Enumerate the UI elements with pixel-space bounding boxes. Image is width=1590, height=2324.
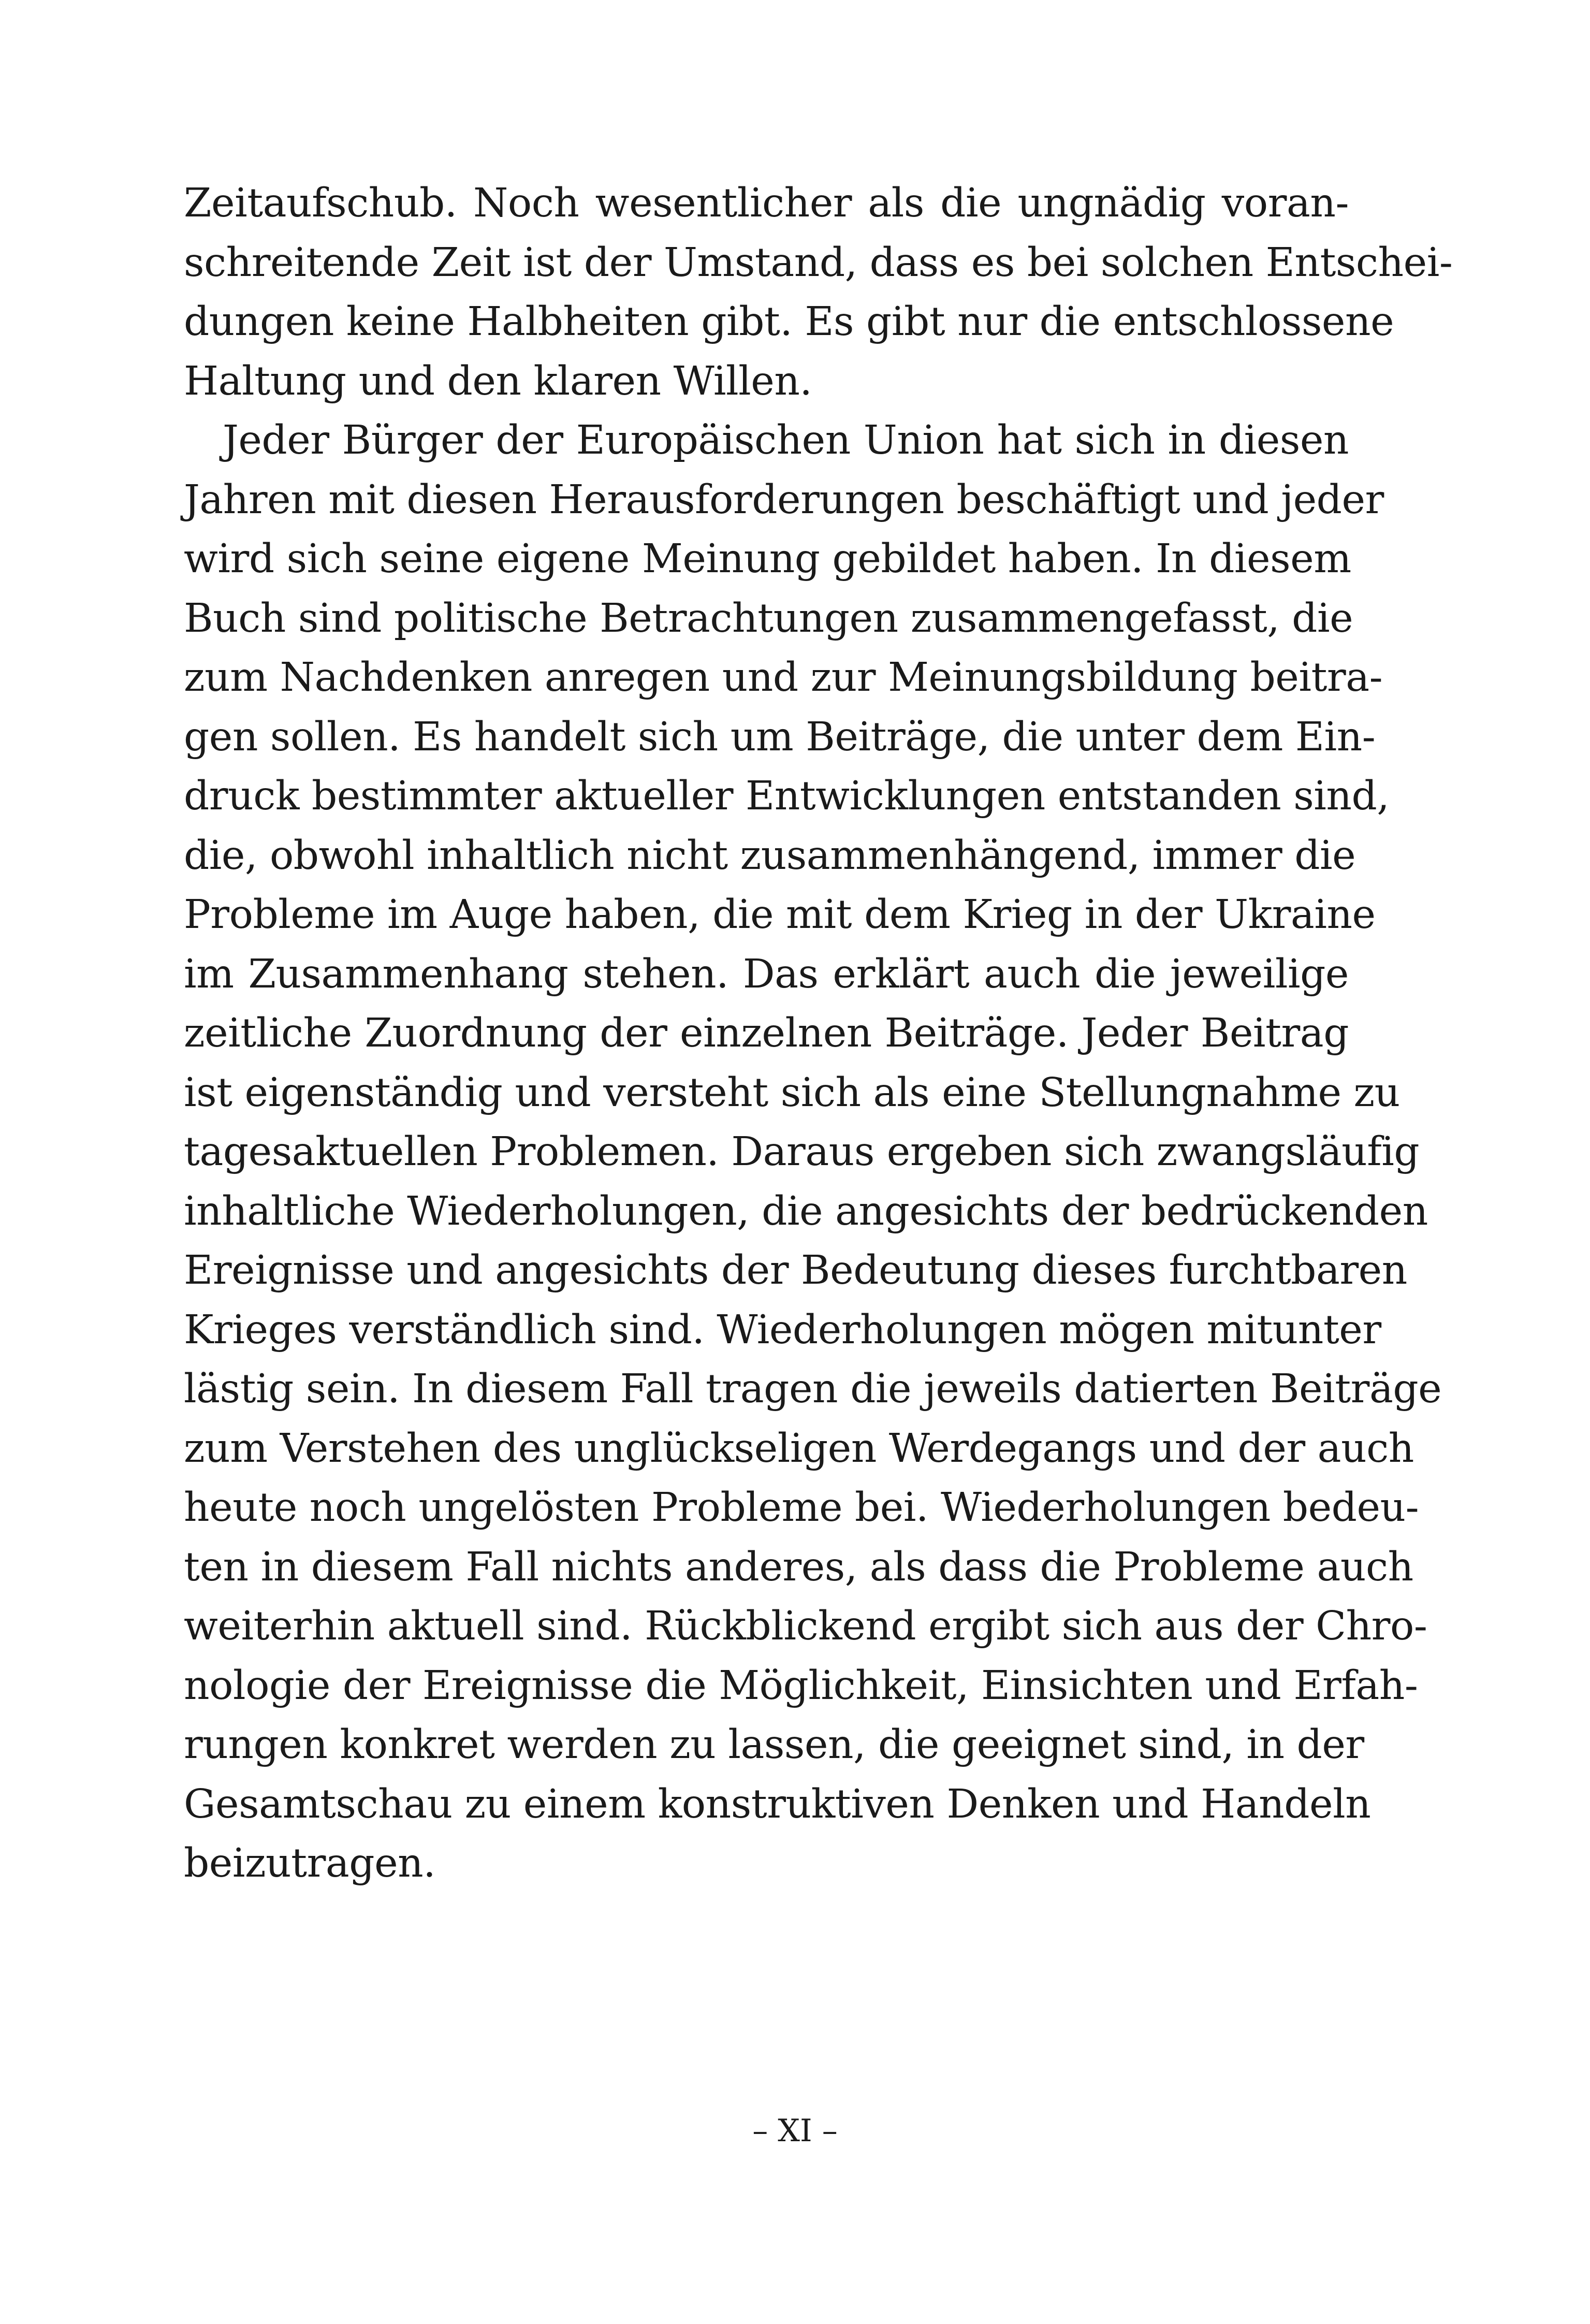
text-line: schreitende Zeit ist der Umstand, dass es bei solchen Entschei- [184, 239, 1453, 286]
text-line: nologie der Ereignisse die Möglichkeit, Einsichten und Erfah- [184, 1662, 1418, 1709]
text-line: tagesaktuellen Problemen. Daraus ergeben sich zwangsläufig [184, 1129, 1420, 1175]
text-line: Buch sind politische Betrachtungen zusammengefasst, die [184, 595, 1353, 642]
text-line: heute noch ungelösten Probleme bei. Wiederholungen bedeu- [184, 1485, 1419, 1531]
page-number: – XI – [752, 2113, 838, 2149]
text-line: Krieges verständlich sind. Wiederholungen mögen mitunter [184, 1306, 1381, 1353]
text-line: wird sich seine eigene Meinung gebildet haben. In diesem [184, 536, 1351, 582]
text-line: Jeder Bürger der Europäischen Union hat sich in diesen [223, 417, 1349, 463]
text-line: lästig sein. In diesem Fall tragen die jeweils datierten Beiträge [184, 1366, 1442, 1412]
text-line: Zeitaufschub. Noch wesentlicher als die ungnädig voran- [184, 180, 1349, 226]
text-line: dungen keine Halbheiten gibt. Es gibt nur die entschlossene [184, 299, 1394, 345]
text-line: beizutragen. [184, 1840, 436, 1886]
text-line: ist eigenständig und versteht sich als eine Stellungnahme zu [184, 1069, 1400, 1116]
text-line: im Zusammenhang stehen. Das erklärt auch die jeweilige [184, 951, 1349, 997]
text-line: zum Nachdenken anregen und zur Meinungsbildung beitra- [184, 655, 1383, 701]
text-line: Ereignisse und angesichts der Bedeutung dieses furchtbaren [184, 1247, 1407, 1294]
text-line: Haltung und den klaren Willen. [184, 358, 812, 404]
text-line: Jahren mit diesen Herausforderungen beschäftigt und jeder [184, 476, 1384, 523]
text-line: ten in diesem Fall nichts anderes, als dass die Probleme auch [184, 1544, 1413, 1590]
text-line: zeitliche Zuordnung der einzelnen Beiträge. Jeder Beitrag [184, 1010, 1349, 1056]
text-line: weiterhin aktuell sind. Rückblickend ergibt sich aus der Chro- [184, 1603, 1427, 1649]
text-line: Gesamtschau zu einem konstruktiven Denken und Handeln [184, 1781, 1371, 1827]
text-line: druck bestimmter aktueller Entwicklungen entstanden sind, [184, 773, 1390, 819]
text-line: die, obwohl inhaltlich nicht zusammenhängend, immer die [184, 832, 1356, 879]
text-line: gen sollen. Es handelt sich um Beiträge, die unter dem Ein- [184, 714, 1376, 760]
text-line: rungen konkret werden zu lassen, die geeignet sind, in der [184, 1722, 1364, 1768]
text-line: Probleme im Auge haben, die mit dem Krieg in der Ukraine [184, 892, 1376, 938]
body-text [184, 174, 1453, 1894]
text-line: zum Verstehen des unglückseligen Werdegangs und der auch [184, 1425, 1414, 1472]
text-line: inhaltliche Wiederholungen, die angesichts der bedrückenden [184, 1188, 1428, 1234]
